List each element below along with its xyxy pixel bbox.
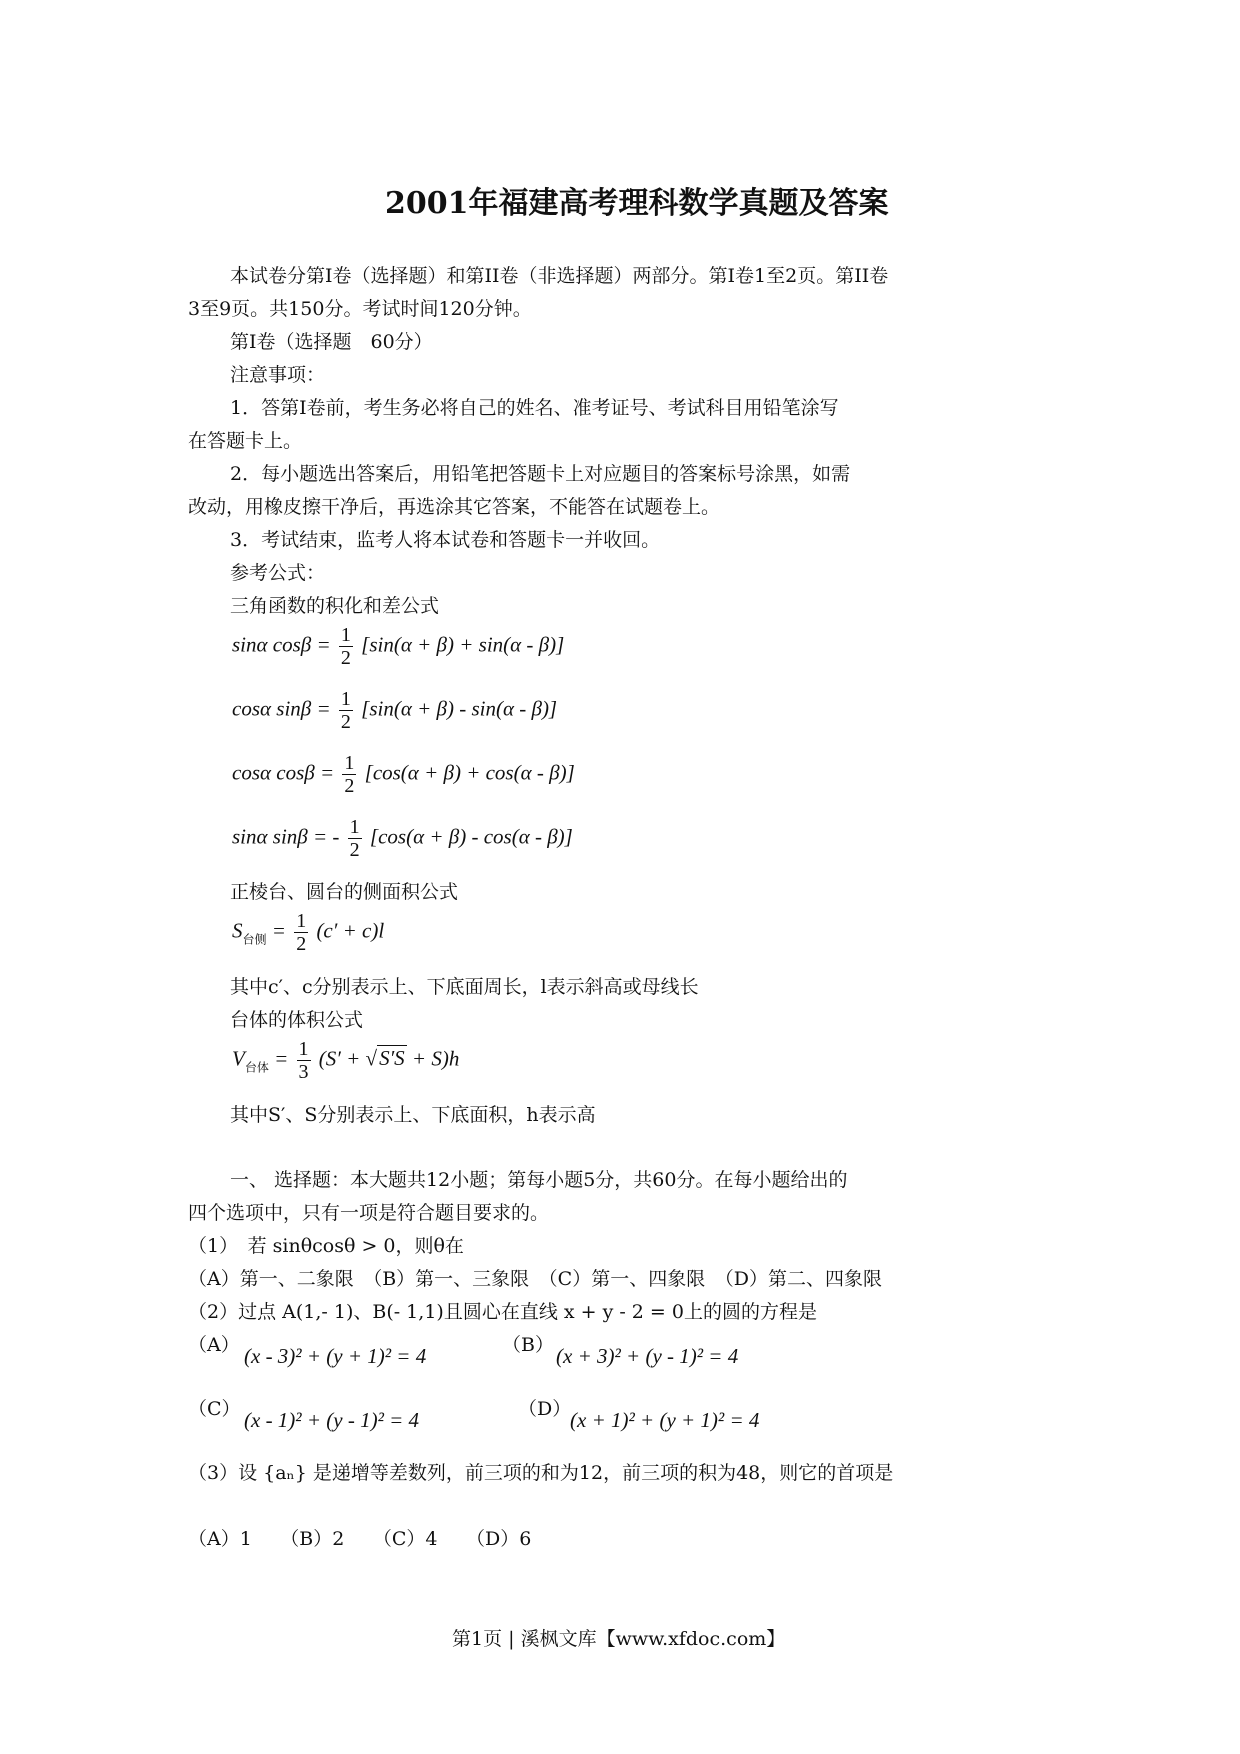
q2-option-c-label: （C） <box>188 1398 241 1420</box>
formula-1-rhs: [sin(α + β) + sin(α - β)] <box>361 632 565 657</box>
q2-option-b-label: （B） <box>502 1334 554 1356</box>
notice-3: 3．考试结束，监考人将本试卷和答题卡一并收回。 <box>230 529 661 551</box>
section-1-line-2: 四个选项中，只有一项是符合题目要求的。 <box>188 1202 550 1224</box>
notice-2-line-1: 2．每小题选出答案后，用铅笔把答题卡上对应题目的答案标号涂黑，如需 <box>230 463 851 485</box>
fraction-one-half: $\frac{1}{2}$ <box>344 752 355 797</box>
volume-header: 台体的体积公式 <box>230 1009 364 1031</box>
q2-option-a-label: （A） <box>188 1334 240 1356</box>
volume-note: 其中S′、S分别表示上、下底面积，h表示高 <box>230 1104 596 1126</box>
trig-formula-3 <box>232 752 575 797</box>
fraction-one-half: $\frac{1}{2}$ <box>349 816 360 861</box>
notice-1-line-2: 在答题卡上。 <box>188 430 303 452</box>
volume-formula: $V_{台体}$ = $\frac{1}{3}$ (S′ + √S′S + S)h <box>232 1038 460 1083</box>
lateral-area-formula: $S_{台侧}$ = $\frac{1}{2}$ (c′ + c)l <box>232 910 385 955</box>
question-1-options: （A）第一、二象限 （B）第一、三象限 （C）第一、四象限 （D）第二、四象限 <box>188 1268 882 1290</box>
reference-formulas-header: 参考公式： <box>230 562 326 584</box>
formula-2-lhs: cosα sinβ = <box>232 696 331 721</box>
trig-formula-2 <box>232 688 557 733</box>
lateral-area-note: 其中c′、c分别表示上、下底面周长，l表示斜高或母线长 <box>230 976 699 998</box>
intro-line-1: 本试卷分第Ⅰ卷（选择题）和第II卷（非选择题）两部分。第Ⅰ卷1至2页。第II卷 <box>230 265 889 287</box>
formula-4-rhs: [cos(α + β) - cos(α - β)] <box>369 824 573 849</box>
question-1: （1） 若 sinθcosθ > 0，则θ在 <box>188 1235 464 1257</box>
fraction-one-half: $\frac{1}{2}$ <box>296 910 307 955</box>
q2-option-b: (x + 3)² + (y - 1)² = 4 <box>556 1344 739 1368</box>
notice-2-line-2: 改动，用橡皮擦干净后，再选涂其它答案，不能答在试题卷上。 <box>188 496 721 518</box>
formula-2-rhs: [sin(α + β) - sin(α - β)] <box>361 696 558 721</box>
trig-formulas-header: 三角函数的积化和差公式 <box>230 595 440 617</box>
formula-3-rhs: [cos(α + β) + cos(α - β)] <box>364 760 575 785</box>
page-footer: 第1页 | 溪枫文库【www.xfdoc.com】 <box>452 1628 786 1650</box>
question-3: （3）设 {aₙ} 是递增等差数列，前三项的和为12，前三项的积为48，则它的首项是 <box>188 1462 894 1484</box>
lateral-area-header: 正棱台、圆台的侧面积公式 <box>230 881 459 903</box>
fraction-one-third: $\frac{1}{3}$ <box>298 1038 309 1083</box>
section-1-line-1: 一、 选择题：本大题共12小题；第每小题5分，共60分。在每小题给出的 <box>230 1169 848 1191</box>
formula-1-lhs: sinα cosβ = <box>232 632 331 657</box>
intro-line-2: 3至9页。共150分。考试时间120分钟。 <box>188 298 532 320</box>
question-2: （2）过点 A(1,- 1)、B(- 1,1)且圆心在直线 x + y - 2 = 0上的圆的方程是 <box>188 1301 817 1323</box>
trig-formula-4 <box>232 816 573 861</box>
fraction-one-half: $\frac{1}{2}$ <box>340 624 351 669</box>
notice-1-line-1: 1．答第Ⅰ卷前，考生务必将自己的姓名、准考证号、考试科目用铅笔涂写 <box>230 397 839 419</box>
trig-formula-1 <box>232 624 564 669</box>
fraction-one-half: $\frac{1}{2}$ <box>340 688 351 733</box>
q2-option-d-label: （D） <box>518 1398 572 1420</box>
sqrt-term: S′S <box>379 1046 405 1071</box>
q2-option-c: (x - 1)² + (y - 1)² = 4 <box>244 1408 420 1432</box>
notice-header: 注意事项： <box>230 364 326 386</box>
page-title: 2001年福建高考理科数学真题及答案 <box>385 186 889 221</box>
formula-4-lhs: sinα sinβ = - <box>232 824 340 849</box>
question-3-options: （A）1 （B）2 （C）4 （D）6 <box>188 1528 532 1550</box>
part1-header: 第Ⅰ卷（选择题 60分） <box>230 331 433 353</box>
q2-option-d: (x + 1)² + (y + 1)² = 4 <box>570 1408 760 1432</box>
formula-3-lhs: cosα cosβ = <box>232 760 335 785</box>
q2-option-a: (x - 3)² + (y + 1)² = 4 <box>244 1344 427 1368</box>
